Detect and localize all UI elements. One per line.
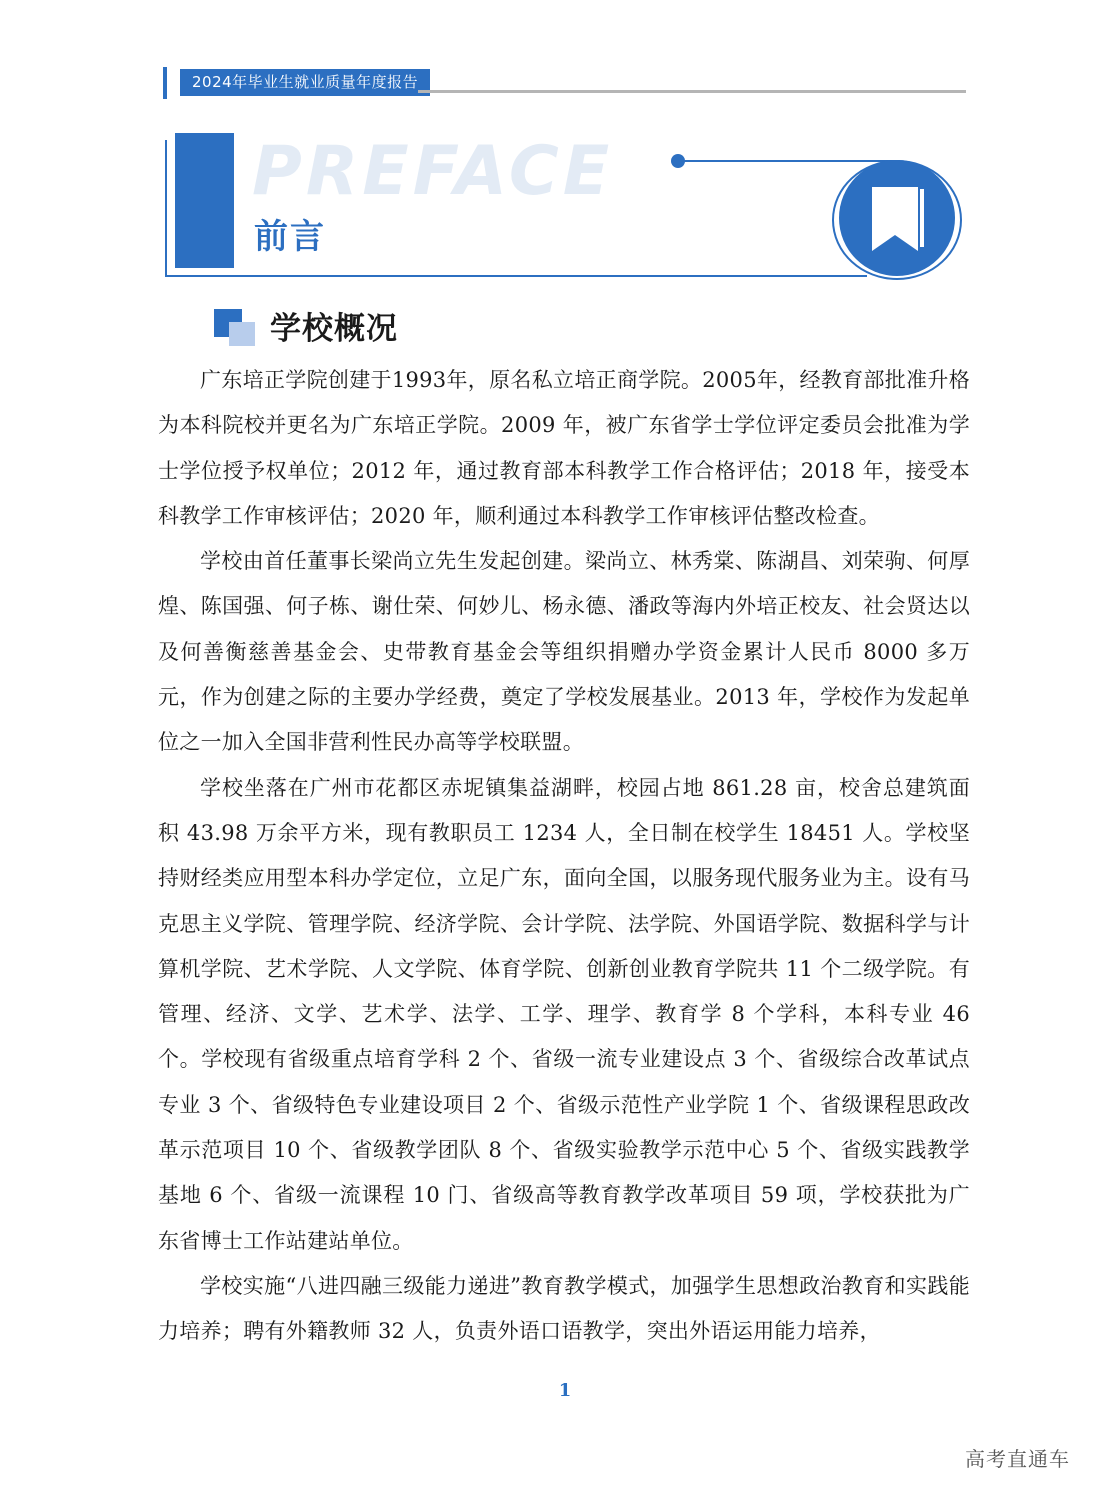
paragraph: 学校坐落在广州市花都区赤坭镇集益湖畔，校园占地 861.28 亩，校舍总建筑面积 43.98 万余平方米，现有教职员工 1234 人，全日制在校学生 18451 人。学校坚持财经类应用型本科办学定位，立足广东，面向全国，以服务现代服务业为主。设有马克思主义学院、管理学院、经济学院、会计学院、法学院、外国语学院、数据科学与计算机学院、艺术学院、人文学院、体育学院、创新创业教育学院共 11 个二级学院。有管理、经济、文学、艺术学、法学、工学、理学、教育学 8 个学科，本科专业 46 个。学校现有省级重点培育学科 2 个、省级一流专业建设点 3 个、省级综合改革试点专业 3 个、省级特色专业建设项目 2 个、省级示范性产业学院 1 个、省级课程思政改革示范项目 10 个、省级教学团队 8 个、省级实验教学示范中心 5 个、省级实践教学基地 6 个、省级一流课程 10 门、省级高等教育教学改革项目 59 项，学校获批为广东省博士工作站建站单位。: [158, 775, 970, 1253]
preface-accent-block: [175, 133, 234, 268]
page-number: 1: [558, 1380, 572, 1401]
watermark: 高考直通车: [965, 1447, 1070, 1471]
bookmark-book-icon: [864, 183, 930, 255]
body-text: [158, 358, 970, 1355]
preface-chinese-title: 前言: [254, 217, 326, 257]
paragraph: 广东培正学院创建于1993年，原名私立培正商学院。2005年，经教育部批准升格为本科院校并更名为广东培正学院。2009 年，被广东省学士学位评定委员会批准为学士学位授予权单位；2012 年，通过教育部本科教学工作合格评估；2018 年，接受本科教学工作审核评估；2020 年，顺利通过本科教学工作审核评估整改检查。: [158, 368, 970, 528]
preface-decor-dot: [671, 154, 685, 168]
section-title: 学校概况: [270, 311, 398, 347]
report-title: 2024年毕业生就业质量年度报告: [180, 69, 430, 96]
header-divider: [418, 90, 966, 93]
paragraph: 学校实施“八进四融三级能力递进”教育教学模式，加强学生思想政治教育和实践能力培养；聘有外籍教师 32 人，负责外语口语教学，突出外语运用能力培养，: [158, 1273, 970, 1344]
header-accent-bar: [163, 67, 167, 99]
preface-english-title: PREFACE: [252, 132, 614, 211]
paragraph: 学校由首任董事长梁尚立先生发起创建。梁尚立、林秀棠、陈湖昌、刘荣驹、何厚煌、陈国强、何子栋、谢仕荣、何妙儿、杨永德、潘政等海内外培正校友、社会贤达以及何善衡慈善基金会、史带教育基金会等组织捐赠办学资金累计人民币 8000 多万元，作为创建之际的主要办学经费，奠定了学校发展基业。2013 年，学校作为发起单位之一加入全国非营利性民办高等学校联盟。: [158, 549, 970, 755]
preface-decor-line: [682, 160, 900, 162]
section-marker-square-light: [229, 322, 255, 346]
